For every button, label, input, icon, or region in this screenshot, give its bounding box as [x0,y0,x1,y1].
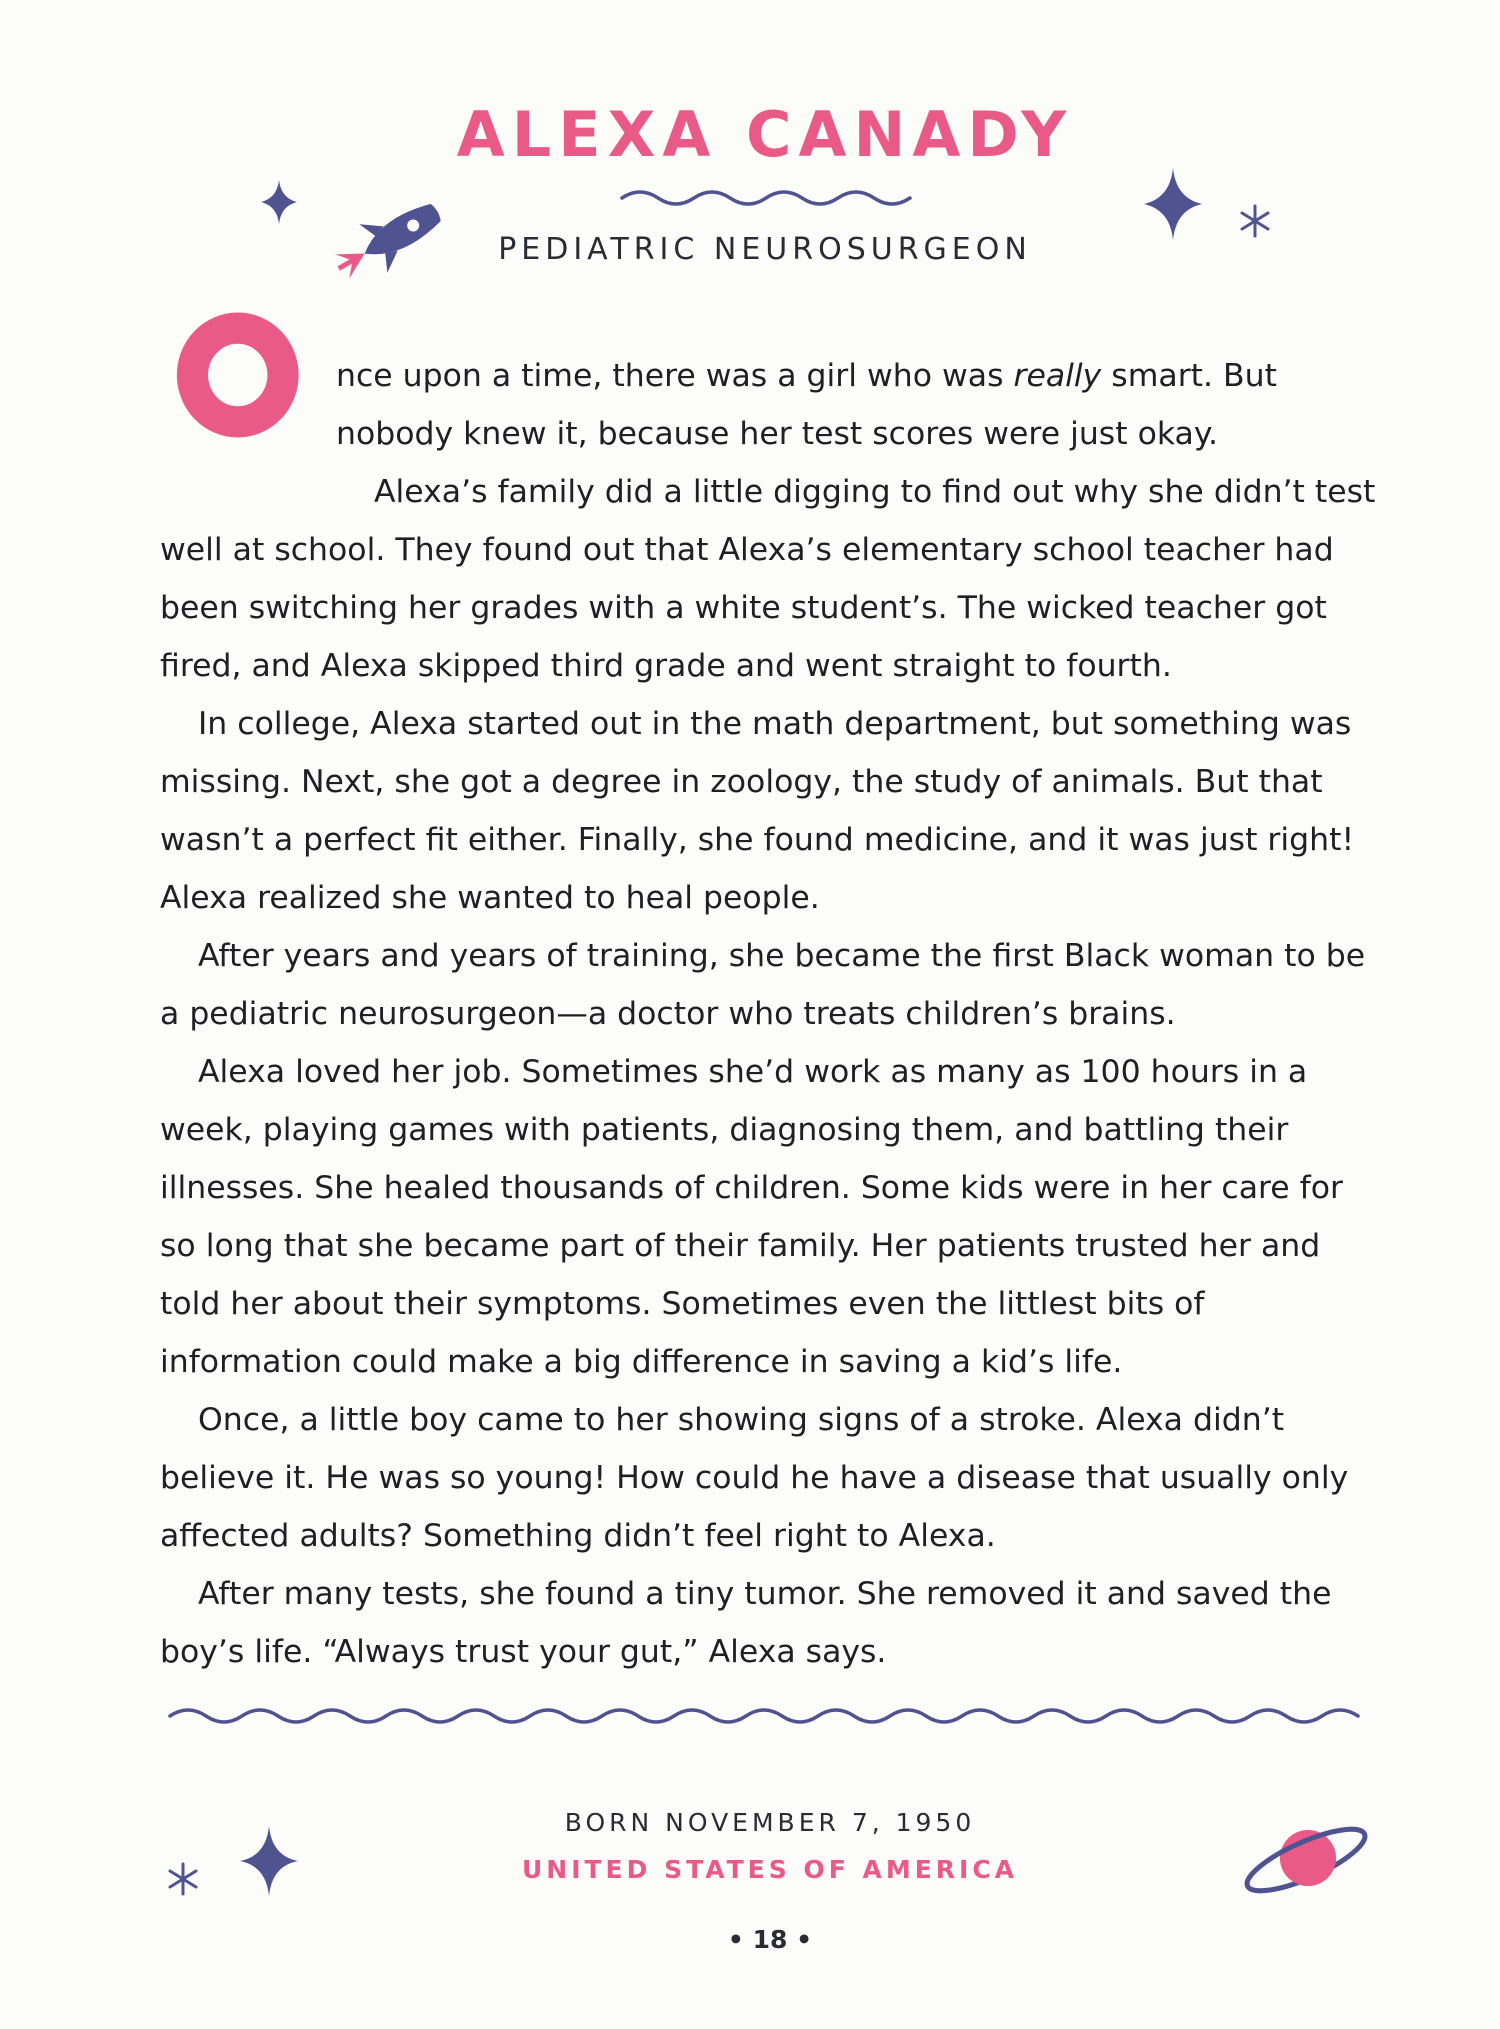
story-body [160,311,1380,1681]
drop-cap [156,311,332,439]
sparkle-icon [261,180,297,224]
birth-date: BORN NOVEMBER 7, 1950 [564,1808,976,1837]
story-paragraph-5: Alexa loved her job. Sometimes she’d work as many as 100 hours in a week, playing games with patients, diagnosing them, and battling their illnesses. She healed thousands of children. Some kids were in her care for so long that she became part of their family. Her patients trusted her and told her about their symptoms. Sometimes even the littlest bits of information could make a big difference in saving a kid’s life. [160,1054,1343,1380]
drop-cap-letter: O [175,311,176,312]
story-paragraph-6: Once, a little boy came to her showing signs of a stroke. Alexa didn’t believe it. He was so young! How could he have a disease that usually only affected adults? Something didn’t feel right to Alexa. [160,1402,1349,1554]
profession-subtitle: PEDIATRIC NEUROSURGEON [498,232,1032,267]
story-paragraph-2: Alexa’s family did a little digging to find out why she didn’t test well at school. They found out that Alexa’s elementary school teacher had been switching her grades with a white student’s. The wicked teacher got fired, and Alexa skipped third grade and went straight to fourth. [160,474,1376,684]
paragraph-1-text: nce upon a time, there was a girl who was [336,358,1014,394]
planet-icon [1238,1818,1374,1898]
emphasis-really: really [1013,358,1102,394]
page-title: ALEXA CANADY [456,98,1074,171]
sparkle-icon [1144,168,1202,240]
story-paragraph-1 [160,347,1380,463]
birth-country: UNITED STATES OF AMERICA [521,1855,1019,1884]
paragraph-1-end: smart. But nobody knew it, because her test scores were just okay. [336,358,1277,452]
page-number: • 18 • [727,1925,813,1954]
title-wave-divider [618,184,914,208]
story-paragraph-3: In college, Alexa started out in the math department, but something was missing. Next, she got a degree in zoology, the study of animals. But that wasn’t a perfect fit either. Finally, she found medicine, and it was just right! Alexa realized she wanted to heal people. [160,706,1355,916]
footer-wave-divider [166,1700,1370,1730]
story-paragraph-7: After many tests, she found a tiny tumor. She removed it and saved the boy’s life. “Always trust your gut,” Alexa says. [160,1576,1332,1670]
story-paragraph-4: After years and years of training, she became the first Black woman to be a pediatric neurosurgeon—a doctor who treats children’s brains. [160,938,1366,1032]
